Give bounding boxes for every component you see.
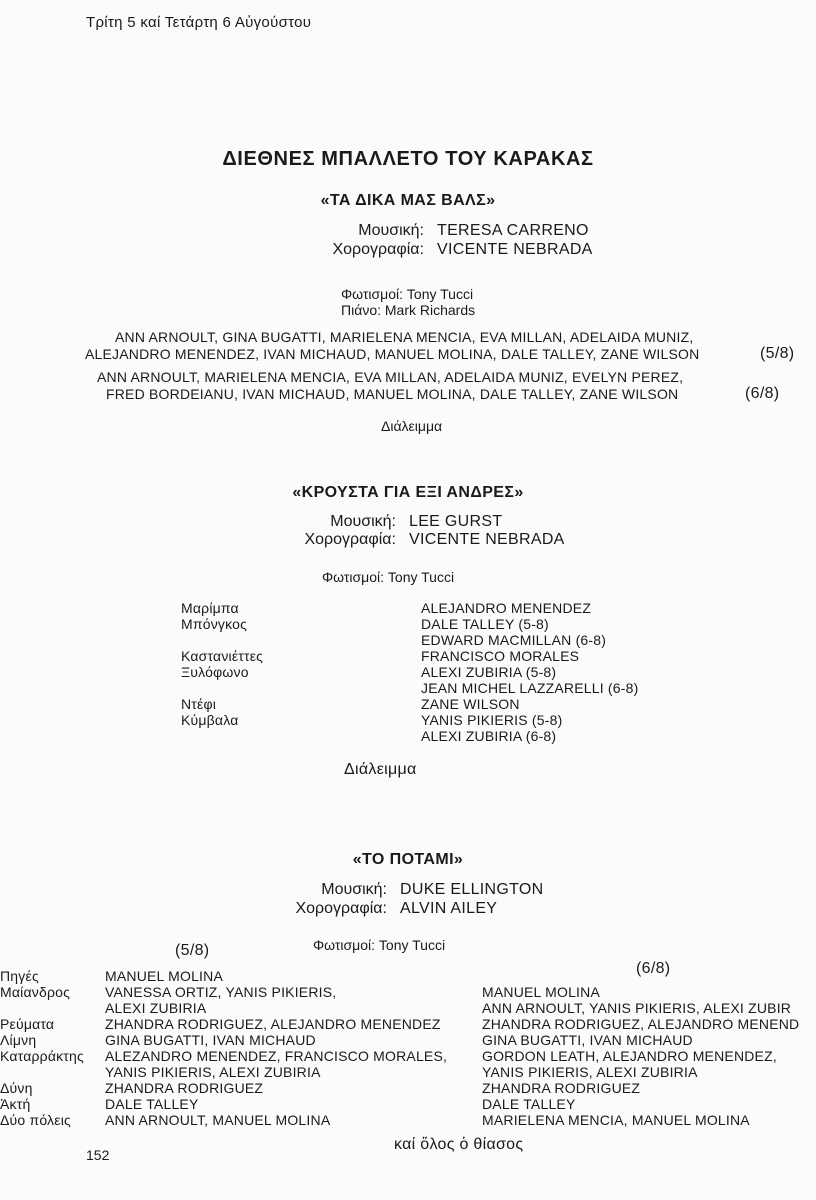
piece1-cast68-line2: FRED BORDEIANU, IVAN MICHAUD, MANUEL MOLINA, DALE TALLEY, ZANE WILSON: [106, 386, 679, 402]
piece3-title: «ΤΟ ΠΟΤΑΜΙ»: [352, 851, 464, 868]
piece1-music-label: Μουσική:: [358, 222, 424, 239]
section-label: Καταρράκτης: [0, 1048, 84, 1064]
cast68-line: MARIELENA MENCIA, MANUEL MOLINA: [482, 1112, 750, 1128]
piece1-music: TERESA CARRENO: [437, 222, 589, 239]
piece1-choreo: VICENTE NEBRADA: [437, 241, 593, 258]
instrument-spacer: [181, 680, 263, 696]
section-label: Δύνη: [0, 1080, 33, 1096]
instrument-label: Ξυλόφωνο: [181, 664, 249, 680]
piece3-choreo-label: Χορογραφία:: [295, 900, 387, 917]
cast68-line: YANIS PIKIERIS, ALEXI ZUBIRIA: [482, 1064, 698, 1080]
piece1-cast68-line1: ANN ARNOULT, MARIELENA MENCIA, EVA MILLAN, ADELAIDA MUNIZ, EVELYN PEREZ,: [97, 369, 684, 385]
cast58-line: ALEXI ZUBIRIA: [105, 1000, 207, 1016]
piece2-music-label: Μουσική:: [330, 513, 396, 530]
piece3-music: DUKE ELLINGTON: [400, 881, 544, 898]
piece2-intermission: Διάλειμμα: [344, 761, 417, 778]
player: ALEJANDRO MENENDEZ: [421, 600, 592, 616]
piece1-choreo-label: Χορογραφία:: [332, 241, 424, 258]
cast58-line: ZHANDRA RODRIGUEZ, ALEJANDRO MENENDEZ: [105, 1016, 441, 1032]
instrument-label: Κύμβαλα: [181, 712, 239, 728]
cast58-line: ALEZANDRO MENENDEZ, FRANCISCO MORALES,: [105, 1048, 448, 1064]
piece3-cast68: [482, 984, 816, 1128]
piece1-cast58-line2: ALEJANDRO MENENDEZ, IVAN MICHAUD, MANUEL MOLINA, DALE TALLEY, ZANE WILSON: [85, 346, 700, 362]
piece1-cast58-line1: ANN ARNOULT, GINA BUGATTI, MARIELENA MENCIA, EVA MILLAN, ADELAIDA MUNIZ,: [115, 329, 694, 345]
player: FRANCISCO MORALES: [421, 648, 580, 664]
section-spacer: [0, 1064, 84, 1080]
piece3-music-label: Μουσική:: [321, 881, 387, 898]
piece3-choreo: ALVIN AILEY: [400, 900, 498, 917]
player: EDWARD MACMILLAN (6-8): [421, 632, 607, 648]
piece2-choreo: VICENTE NEBRADA: [409, 531, 565, 548]
piece3-date58: (5/8): [175, 942, 210, 959]
player: ZANE WILSON: [421, 696, 520, 712]
piece1-lighting: Φωτισμοί: Tony Tucci: [341, 286, 474, 302]
main-title: ΔΙΕΘΝΕΣ ΜΠΑΛΛΕΤΟ ΤΟΥ ΚΑΡΑΚΑΣ: [222, 148, 594, 170]
cast58-line: VANESSA ORTIZ, YANIS PIKIERIS,: [105, 984, 337, 1000]
player: JEAN MICHEL LAZZARELLI (6-8): [421, 680, 639, 696]
section-label: Ρεύματα: [0, 1016, 55, 1032]
cast58-line: DALE TALLEY: [105, 1096, 199, 1112]
cast68-line: ZHANDRA RODRIGUEZ, ALEJANDRO MENEND: [482, 1016, 800, 1032]
section-label: Πηγές: [0, 968, 39, 984]
player: ALEXI ZUBIRIA (5-8): [421, 664, 557, 680]
page-number: 152: [86, 1147, 110, 1163]
instrument-label: Μπόνγκος: [181, 616, 248, 632]
instrument-label: Καστανιέττες: [181, 648, 264, 664]
page-header: Τρίτη 5 καί Τετάρτη 6 Αὐγούστου: [86, 14, 312, 31]
piece2-instruments: [181, 600, 263, 728]
piece2-title: «ΚΡΟΥΣΤΑ ΓΙΑ ΕΞΙ ΑΝΔΡΕΣ»: [292, 484, 524, 501]
piece2-lighting: Φωτισμοί: Tony Tucci: [322, 569, 455, 585]
player: DALE TALLEY (5-8): [421, 616, 549, 632]
player: YANIS PIKIERIS (5-8): [421, 712, 563, 728]
piece1-piano: Πιάνο: Mark Richards: [341, 302, 476, 318]
piece3-cast58: [105, 968, 447, 1128]
piece1-intermission: Διάλειμμα: [381, 418, 443, 434]
section-label: Ἀκτή: [0, 1096, 31, 1112]
cast58-line: ZHANDRA RODRIGUEZ: [105, 1080, 264, 1096]
cast58-line: YANIS PIKIERIS, ALEXI ZUBIRIA: [105, 1064, 321, 1080]
instrument-label: Ντέφι: [181, 696, 217, 712]
cast58-line: ANN ARNOULT, MANUEL MOLINA: [105, 1112, 331, 1128]
section-spacer: [0, 1000, 84, 1016]
cast68-line: GINA BUGATTI, IVAN MICHAUD: [482, 1032, 693, 1048]
section-label: Λίμνη: [0, 1032, 37, 1048]
piece2-choreo-label: Χορογραφία:: [304, 531, 396, 548]
cast68-line: ANN ARNOULT, YANIS PIKIERIS, ALEXI ZUBIR: [482, 1000, 792, 1016]
piece3-sections: [0, 968, 84, 1128]
piece2-music: LEE GURST: [409, 513, 503, 530]
piece2-players: [421, 600, 638, 744]
piece3-finale: καί ὅλος ὁ θίασος: [394, 1136, 524, 1153]
piece1-cast68-date: (6/8): [745, 385, 780, 402]
piece3-lighting: Φωτισμοί: Tony Tucci: [313, 937, 446, 953]
piece3-date68: (6/8): [636, 960, 671, 977]
cast58-line: GINA BUGATTI, IVAN MICHAUD: [105, 1032, 316, 1048]
piece1-title: «ΤΑ ΔΙΚΑ ΜΑΣ ΒΑΛΣ»: [320, 192, 496, 209]
cast68-line: GORDON LEATH, ALEJANDRO MENENDEZ,: [482, 1048, 777, 1064]
cast58-line: MANUEL MOLINA: [105, 968, 223, 984]
cast68-line: DALE TALLEY: [482, 1096, 576, 1112]
cast68-line: MANUEL MOLINA: [482, 984, 600, 1000]
section-label: Μαίανδρος: [0, 984, 71, 1000]
instrument-label: Μαρίμπα: [181, 600, 239, 616]
section-label: Δύο πόλεις: [0, 1112, 71, 1128]
instrument-spacer: [181, 632, 263, 648]
cast68-line: ZHANDRA RODRIGUEZ: [482, 1080, 641, 1096]
piece1-cast58-date: (5/8): [760, 345, 795, 362]
player: ALEXI ZUBIRIA (6-8): [421, 728, 557, 744]
